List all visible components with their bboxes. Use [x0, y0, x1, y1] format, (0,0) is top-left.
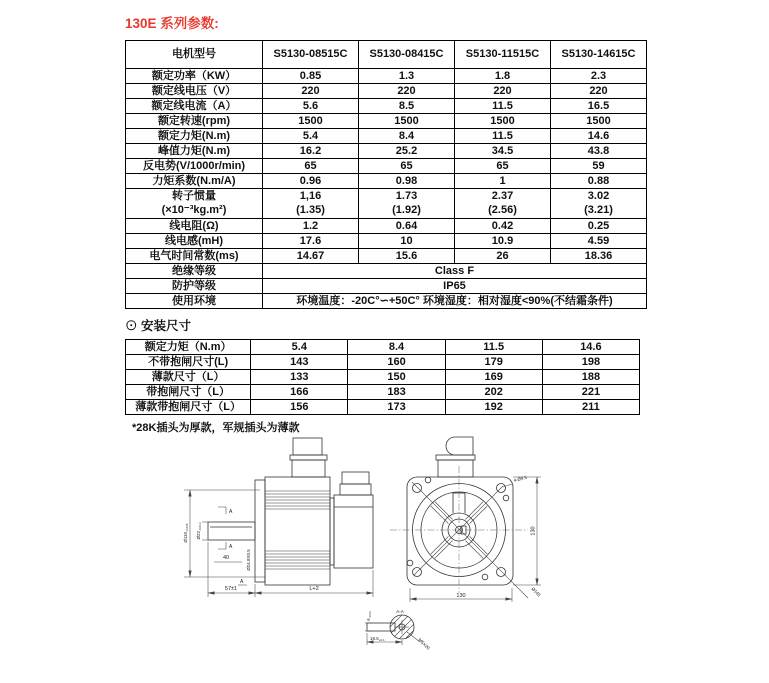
cell: 192 [445, 400, 542, 415]
row-label: 反电势(V/1000r/min) [126, 159, 263, 174]
cell: 0.64 [359, 219, 455, 234]
cell: 198 [542, 355, 639, 370]
cell: 14.67 [263, 249, 359, 264]
table-header-row [126, 41, 647, 69]
cell: 133 [251, 370, 348, 385]
row-label: 使用环境 [126, 294, 263, 309]
merged-cell: Class F [263, 264, 647, 279]
inertia-label-line2: (×10⁻³kg.m²) [161, 203, 227, 216]
cell: 188 [542, 370, 639, 385]
row-label: 不带抱闸尺寸(L) [126, 355, 251, 370]
table-row [126, 69, 647, 84]
section-aa-view [365, 609, 431, 651]
cell: 8.5 [359, 99, 455, 114]
cell: 220 [551, 84, 647, 99]
cell: 0.85 [263, 69, 359, 84]
cell: 1.8 [455, 69, 551, 84]
cell: 150 [348, 370, 445, 385]
row-label: 力矩系数(N.m/A) [126, 174, 263, 189]
dim-label-40: 40 [223, 555, 230, 561]
cell: 0.25 [551, 219, 647, 234]
table-row [126, 129, 647, 144]
table-row [126, 370, 640, 385]
cell: 26 [455, 249, 551, 264]
cell: 220 [455, 84, 551, 99]
table-row [126, 249, 647, 264]
table-row-inertia [126, 189, 647, 219]
section-aa-title: A-A [396, 609, 404, 614]
cell: 156 [251, 400, 348, 415]
cell: 14.6 [542, 340, 639, 355]
cell: 1.3 [359, 69, 455, 84]
table-row [126, 355, 640, 370]
dim-label-57: 57±1 [224, 586, 238, 592]
cell: 221 [542, 385, 639, 400]
dim-label-dia22: $Ø22_{-0.013}$ [196, 522, 202, 540]
section-title-install: ⊙ 安装尺寸 [125, 319, 191, 333]
footnote: *28K插头为厚款，军规插头为薄款 [132, 422, 300, 434]
row-label: 薄款尺寸（L） [126, 370, 251, 385]
installation-drawing [130, 430, 670, 683]
row-label: 额定功率（KW） [126, 69, 263, 84]
cell: 0.96 [263, 174, 359, 189]
cell: 3.02 (3.21) [551, 189, 647, 219]
params-table [125, 40, 647, 309]
table-row [126, 385, 640, 400]
cell: 10.9 [455, 234, 551, 249]
table-row [126, 114, 647, 129]
cell: 166 [251, 385, 348, 400]
cell: 5.4 [263, 129, 359, 144]
cell: 5.6 [263, 99, 359, 114]
cell: 1.2 [263, 219, 359, 234]
cell: 17.6 [263, 234, 359, 249]
dim-label-boltcircle: Ø145 [530, 586, 542, 598]
cell: 0.42 [455, 219, 551, 234]
cell: 16.2 [263, 144, 359, 159]
dim-label-height-130: 130 [530, 526, 537, 536]
table-row [126, 234, 647, 249]
merged-cell: 环境温度：-20C°∽+50C° 环境湿度：相对湿度<90%(不结霜条件) [263, 294, 647, 309]
cell: 25.2 [359, 144, 455, 159]
cell: 8.4 [348, 340, 445, 355]
row-label: 额定线电压（V） [126, 84, 263, 99]
table-row [126, 144, 647, 159]
row-label: 额定力矩（N.m） [126, 340, 251, 355]
cell: 1,16 (1.35) [263, 189, 359, 219]
table-row [126, 400, 640, 415]
row-label [126, 189, 263, 219]
row-label: 额定线电流（A） [126, 99, 263, 114]
cell: 11.5 [445, 340, 542, 355]
dim-label-keydepth: $18.5_{+0.1}$ [370, 636, 385, 642]
cell: 1.73 (1.92) [359, 189, 455, 219]
inertia-label-line1: 转子惯量 [172, 189, 216, 202]
cell: 160 [348, 355, 445, 370]
header-cell: S5130-14615C [551, 41, 647, 69]
row-label: 电气时间常数(ms) [126, 249, 263, 264]
dim-label-L2: L+2 [309, 586, 319, 592]
cell: 4.59 [551, 234, 647, 249]
header-cell: S5130-11515C [455, 41, 551, 69]
merged-cell: IP65 [263, 279, 647, 294]
cell: 65 [359, 159, 455, 174]
cell: 18.36 [551, 249, 647, 264]
cell: 10 [359, 234, 455, 249]
table-row [126, 159, 647, 174]
cell: 211 [542, 400, 639, 415]
cell: 65 [263, 159, 359, 174]
cell: 15.6 [359, 249, 455, 264]
cell: 179 [445, 355, 542, 370]
row-label: 峰值力矩(N.m) [126, 144, 263, 159]
table-row-merged [126, 264, 647, 279]
row-label: 防护等级 [126, 279, 263, 294]
cell: 16.5 [551, 99, 647, 114]
row-label: 线电感(mH) [126, 234, 263, 249]
cell: 1 [455, 174, 551, 189]
dim-label-width-130: 130 [456, 593, 466, 599]
section-mark-a-small: A [240, 579, 244, 585]
header-cell: 电机型号 [126, 41, 263, 69]
cell: 2.3 [551, 69, 647, 84]
cell: 1500 [359, 114, 455, 129]
table-row-merged [126, 279, 647, 294]
cell: 11.5 [455, 99, 551, 114]
dim-label-keywidth: $6_{-0.03}$ [366, 611, 372, 621]
install-table [125, 339, 640, 415]
cell: 143 [251, 355, 348, 370]
cell: 5.4 [251, 340, 348, 355]
cell: 202 [445, 385, 542, 400]
table-row [126, 99, 647, 114]
cell: 1500 [263, 114, 359, 129]
motor-front-view [390, 437, 542, 602]
cell: 59 [551, 159, 647, 174]
table-row [126, 340, 640, 355]
header-cell: S5130-08415C [359, 41, 455, 69]
row-label: 带抱闸尺寸（L） [126, 385, 251, 400]
row-label: 线电阻(Ω) [126, 219, 263, 234]
dim-label-dia110: $Ø110_{-0.035}$ [183, 523, 189, 543]
table-row-merged [126, 294, 647, 309]
dim-label-dia248: Ø24.8X0.5 [246, 549, 251, 571]
row-label: 薄款带抱闸尺寸（L） [126, 400, 251, 415]
row-label: 绝缘等级 [126, 264, 263, 279]
cell: 0.98 [359, 174, 455, 189]
cell: 8.4 [359, 129, 455, 144]
table-row [126, 84, 647, 99]
row-label: 额定转速(rpm) [126, 114, 263, 129]
cell: 14.6 [551, 129, 647, 144]
section-mark-a-top: A [229, 509, 233, 515]
cell: 169 [445, 370, 542, 385]
header-cell: S5130-08515C [263, 41, 359, 69]
cell: 11.5 [455, 129, 551, 144]
cell: 34.5 [455, 144, 551, 159]
cell: 183 [348, 385, 445, 400]
section-mark-a-bottom: A [229, 544, 233, 550]
row-label: 额定力矩(N.m) [126, 129, 263, 144]
cell: 65 [455, 159, 551, 174]
table-row [126, 174, 647, 189]
cell: 220 [359, 84, 455, 99]
cell: 2.37 (2.56) [455, 189, 551, 219]
cell: 220 [263, 84, 359, 99]
cell: 0.88 [551, 174, 647, 189]
dim-label-thread: M5X20 [417, 637, 431, 651]
table-row [126, 219, 647, 234]
cell: 173 [348, 400, 445, 415]
motor-side-view [183, 438, 373, 597]
dim-label-holes: 4-Ø9.5 [513, 474, 528, 483]
cell: 43.8 [551, 144, 647, 159]
cell: 1500 [551, 114, 647, 129]
cell: 1500 [455, 114, 551, 129]
page-title: 130E 系列参数: [125, 16, 219, 31]
